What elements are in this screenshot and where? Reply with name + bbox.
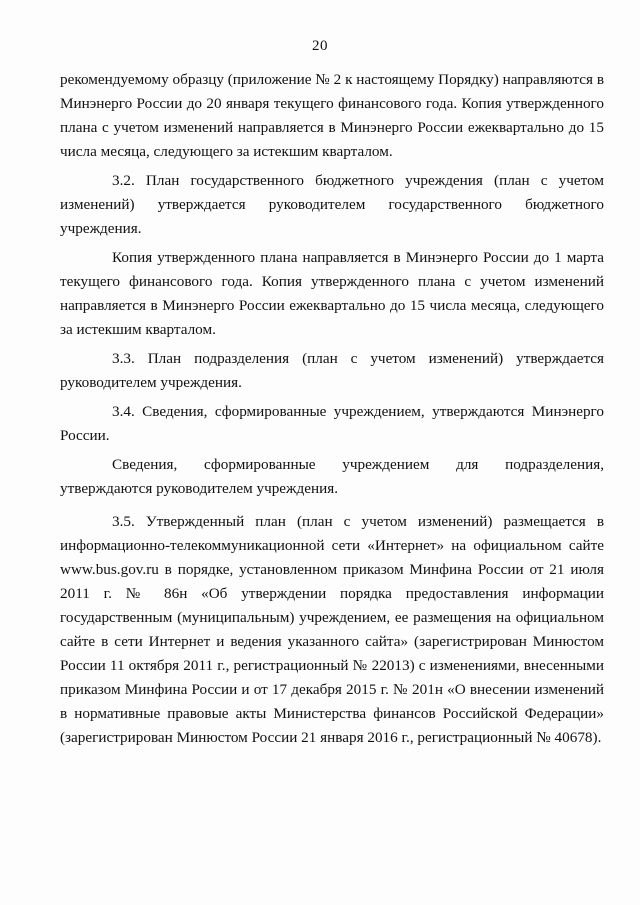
paragraph-section-3-2: 3.2. План государственного бюджетного учреждения (план с учетом изменений) утверждается руководителем государственного бюджетного учреждения. xyxy=(60,172,604,237)
paragraph-section-3-4-sub: Сведения, сформированные учреждением для подразделения, утверждаются руководителем учреждения. xyxy=(60,456,604,497)
paragraph-section-3-3: 3.3. План подразделения (план с учетом изменений) утверждается руководителем учреждения. xyxy=(60,350,604,391)
paragraph-continuation: рекомендуемому образцу (приложение № 2 к настоящему Порядку) направляются в Минэнерго России до 20 января текущего финансового года. Копия утвержденного плана с учетом изменений направляется в Минэнерго России ежеквартально до 15 числа месяца, следующего за истекшим кварталом. xyxy=(60,71,604,160)
page-number: 20 xyxy=(312,38,328,54)
paragraph-section-3-5: 3.5. Утвержденный план (план с учетом изменений) размещается в информационно-телекоммуникационной сети «Интернет» на официальном сайте www.bus.gov.ru в порядке, установленном приказом Минфина России от 21 июля 2011 г. № 86н «Об утверждении порядка предоставления информации государственным (муниципальным) учреждением, ее размещения на официальном сайте в сети Интернет и ведения указанного сайта» (зарегистрирован Минюстом России 11 октября 2011 г., регистрационный № 22013) с изменениями, внесенными приказом Минфина России и от 17 декабря 2015 г. № 201н «О внесении изменений в нормативные правовые акты Министерства финансов Российской Федерации» (зарегистрирован Минюстом России 21 января 2016 г., регистрационный № 40678). xyxy=(60,513,604,746)
paragraph-section-3-2-copy: Копия утвержденного плана направляется в Минэнерго России до 1 марта текущего финансового года. Копия утвержденного плана с учетом изменений направляется в Минэнерго России ежеквартально до 15 числа месяца, следующего за истекшим кварталом. xyxy=(60,249,604,338)
document-body xyxy=(60,68,604,755)
paragraph-section-3-4: 3.4. Сведения, сформированные учреждением, утверждаются Минэнерго России. xyxy=(60,403,604,444)
